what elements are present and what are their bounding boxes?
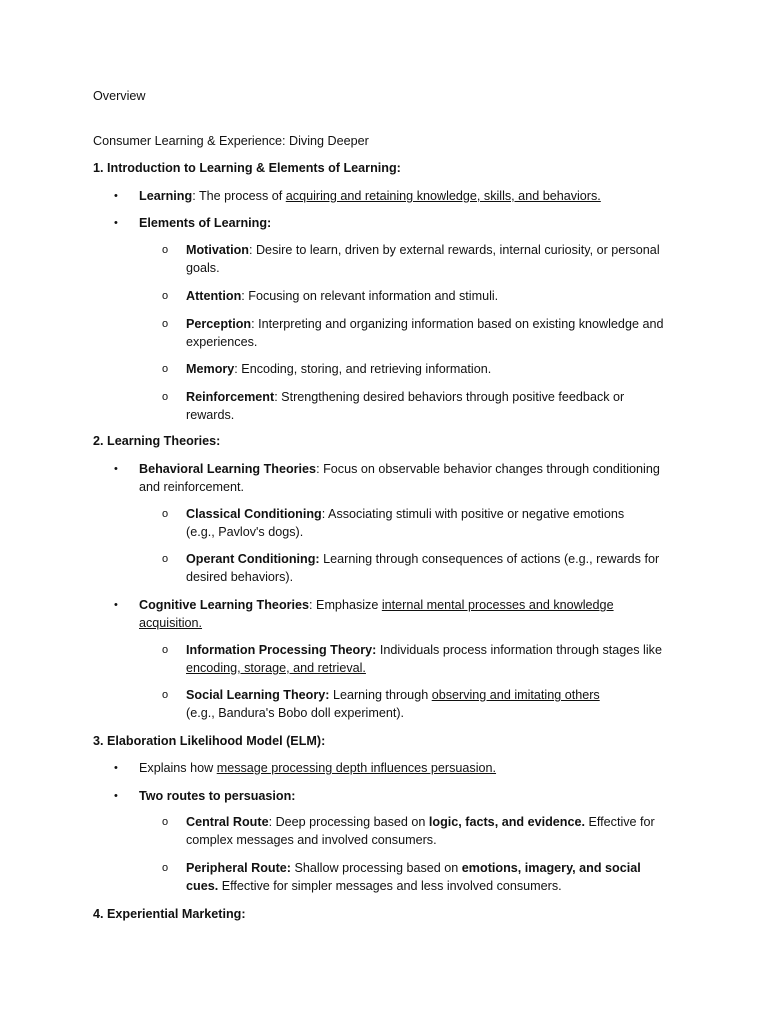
section-4-heading: 4. Experiential Marketing: (93, 907, 246, 921)
sublist-item-attention (162, 287, 676, 305)
circle-bullet-icon: o (162, 290, 169, 302)
document-subtitle: Consumer Learning & Experience: Diving Deeper (93, 134, 369, 148)
sublist-item-operant-conditioning (162, 550, 676, 586)
text: Explains how (139, 761, 217, 775)
term: Memory (186, 362, 235, 376)
term: Central Route (186, 815, 269, 829)
list-item-elm-explains (114, 759, 679, 777)
term: Elements of Learning: (139, 216, 272, 230)
circle-bullet-icon: o (162, 689, 169, 701)
term: Classical Conditioning (186, 507, 322, 521)
text-continued: (e.g., Bandura's Bobo doll experiment). (186, 706, 405, 720)
term: Operant Conditioning: (186, 552, 320, 566)
text: : Encoding, storing, and retrieving information. (234, 362, 492, 376)
circle-bullet-icon: o (162, 553, 169, 565)
text: Learning through consequences of actions (e.g., rewards for desired behaviors). (186, 552, 660, 584)
bullet-icon: • (114, 762, 118, 774)
circle-bullet-icon: o (162, 363, 169, 375)
list-item-cognitive-theories (114, 596, 679, 632)
underlined-text: message processing depth influences persuasion. (216, 761, 497, 775)
term: Behavioral Learning Theories (139, 462, 317, 476)
section-3-heading: 3. Elaboration Likelihood Model (ELM): (93, 734, 326, 748)
term: Reinforcement (186, 390, 275, 404)
sublist-item-classical-conditioning (162, 505, 676, 541)
underlined-text: observing and imitating others (431, 688, 600, 702)
underlined-text: internal mental processes and knowledge acquisition. (139, 598, 614, 630)
list-item-elements-of-learning (114, 214, 679, 232)
text: : Desire to learn, driven by external rewards, internal curiosity, or personal goals. (186, 243, 660, 275)
text-continued: Effective for simpler messages and less involved consumers. (218, 879, 562, 893)
text: : Interpreting and organizing information based on existing knowledge and experiences. (186, 317, 664, 349)
underlined-text: encoding, storage, and retrieval. (186, 661, 366, 675)
text: : The process of (192, 189, 286, 203)
text: Shallow processing based on (290, 861, 462, 875)
text: Individuals process information through stages like (376, 643, 662, 657)
bullet-icon: • (114, 217, 118, 229)
bold-text: emotions, imagery, and social cues. (186, 861, 641, 893)
circle-bullet-icon: o (162, 391, 169, 403)
term: Learning (139, 189, 193, 203)
circle-bullet-icon: o (162, 244, 169, 256)
sublist-item-social-learning (162, 686, 676, 722)
bullet-icon: • (114, 190, 118, 202)
text: Learning through (329, 688, 432, 702)
text: : Focus on observable behavior changes through conditioning and reinforcement. (139, 462, 660, 494)
bullet-icon: • (114, 599, 118, 611)
term: Motivation (186, 243, 249, 257)
underlined-text: acquiring and retaining knowledge, skills, and behaviors. (285, 189, 601, 203)
term: Information Processing Theory: (186, 643, 377, 657)
sublist-item-reinforcement (162, 388, 676, 424)
circle-bullet-icon: o (162, 644, 169, 656)
circle-bullet-icon: o (162, 816, 169, 828)
list-item-behavioral-theories (114, 460, 679, 496)
text: : Deep processing based on (268, 815, 429, 829)
sublist-item-perception (162, 315, 676, 351)
list-item-learning (114, 187, 679, 205)
text-continued: Effective for complex messages and involved consumers. (186, 815, 655, 847)
term: Social Learning Theory: (186, 688, 330, 702)
sublist-item-information-processing (162, 641, 676, 677)
circle-bullet-icon: o (162, 318, 169, 330)
text-continued: (e.g., Pavlov's dogs). (186, 525, 304, 539)
text: : Associating stimuli with positive or negative emotions (321, 507, 625, 521)
text: : Emphasize (309, 598, 382, 612)
term: Perception (186, 317, 252, 331)
sublist-item-central-route (162, 813, 676, 849)
term: Cognitive Learning Theories (139, 598, 310, 612)
list-item-two-routes (114, 787, 679, 805)
bullet-icon: • (114, 790, 118, 802)
term: Two routes to persuasion: (139, 789, 296, 803)
section-2-heading: 2. Learning Theories: (93, 434, 221, 448)
circle-bullet-icon: o (162, 862, 169, 874)
sublist-item-motivation (162, 241, 676, 277)
bullet-icon: • (114, 463, 118, 475)
sublist-item-memory (162, 360, 676, 378)
overview-label: Overview (93, 89, 146, 103)
sublist-item-peripheral-route (162, 859, 676, 895)
text: : Strengthening desired behaviors through positive feedback or rewards. (186, 390, 625, 422)
text: : Focusing on relevant information and stimuli. (241, 289, 499, 303)
term: Peripheral Route: (186, 861, 291, 875)
bold-text: logic, facts, and evidence. (428, 815, 585, 829)
circle-bullet-icon: o (162, 508, 169, 520)
section-1-heading: 1. Introduction to Learning & Elements of Learning: (93, 161, 401, 175)
term: Attention (186, 289, 242, 303)
